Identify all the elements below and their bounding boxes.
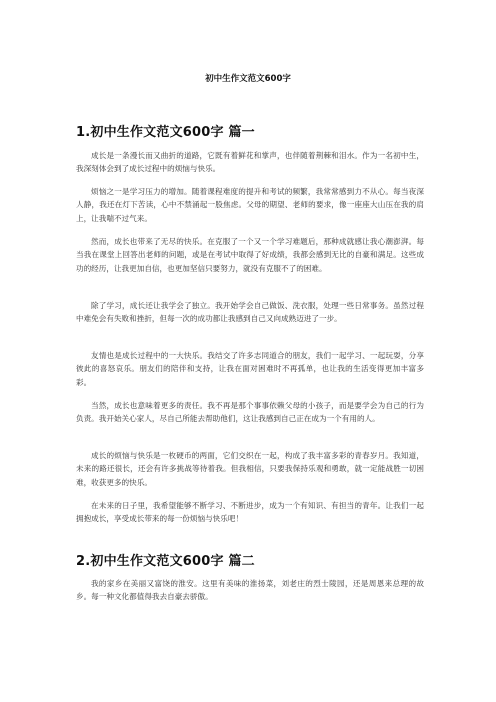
document-title: 初中生作文范文600字 [205, 74, 291, 84]
paragraph: 然而，成长也带来了无尽的快乐。在克服了一个又一个学习难题后，那种成就感让我心潮澎湃。每当我在课堂上回答出老师的问题，或是在考试中取得了好成绩，我都会感到无比的自豪和满足。这些成功的经历，让我更加自信，也更加坚信只要努力，就没有克服不了的困难。 [76, 237, 424, 273]
paragraph: 友情也是成长过程中的一大快乐。我结交了许多志同道合的朋友，我们一起学习、一起玩耍，分享彼此的喜怒哀乐。朋友们的陪伴和支持，让我在面对困难时不再孤单，也让我的生活变得更加丰富多彩。 [76, 351, 424, 387]
paragraph: 成长的烦恼与快乐是一枚硬币的两面，它们交织在一起，构成了我丰富多彩的青春岁月。我知道，未来的路还很长，还会有许多挑战等待着我。但我相信，只要我保持乐观和勇敢，就一定能战胜一切困难，收获更多的快乐。 [76, 451, 424, 487]
paragraph: 烦恼之一是学习压力的增加。随着课程难度的提升和考试的频繁，我常常感到力不从心。每当夜深人静，我还在灯下苦读，心中不禁涌起一股焦虑。父母的期望、老师的要求，像一座座大山压在我的肩上，让我喘不过气来。 [76, 187, 424, 223]
section-heading-2: 2.初中生作文范文600字 篇二 [76, 554, 255, 569]
paragraph: 除了学习，成长还让我学会了独立。我开始学会自己做饭、洗衣服，处理一些日常事务。虽然过程中难免会有失败和挫折，但每一次的成功都让我感到自己又向成熟迈进了一步。 [76, 301, 424, 324]
section-heading-1: 1.初中生作文范文600字 篇一 [76, 125, 255, 140]
paragraph: 当然，成长也意味着更多的责任。我不再是那个事事依赖父母的小孩子，而是要学会为自己的行为负责。我开始关心家人，尽自己所能去帮助他们，这让我感到自己正在成为一个有用的人。 [76, 401, 424, 424]
paragraph: 成长是一条漫长而又曲折的道路，它既有着鲜花和掌声，也伴随着荆棘和泪水。作为一名初中生，我深刻体会到了成长过程中的烦恼与快乐。 [76, 151, 424, 174]
paragraph: 在未来的日子里，我希望能够不断学习、不断进步，成为一个有知识、有担当的青年。让我们一起拥抱成长，享受成长带来的每一份烦恼与快乐吧！ [76, 501, 424, 524]
paragraph: 我的家乡在美丽又富饶的淮安。这里有美味的淮扬菜，刘老庄的烈士陵园，还是周恩来总理的故乡。每一种文化都值得我去自豪去骄傲。 [76, 579, 424, 602]
